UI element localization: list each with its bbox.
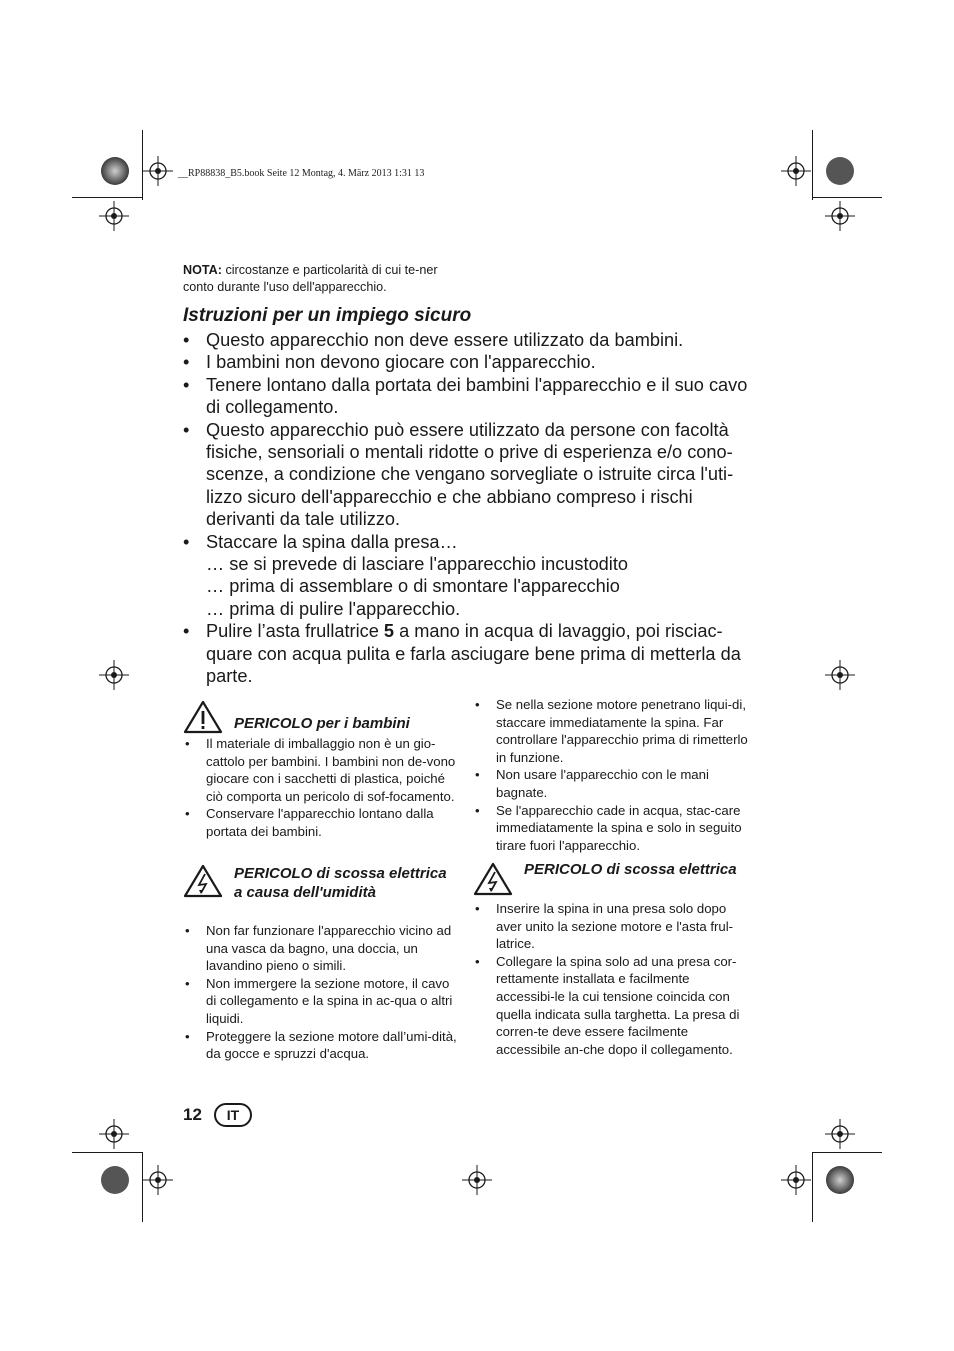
list-item: • Se nella sezione motore penetrano liqui-di, staccare immediatamente la spina. Far controllare l'apparecchio prima di rimetterlo in funzione. xyxy=(475,697,748,765)
list-item: • Il materiale di imballaggio non è un gio-cattolo per bambini. I bambini non de-vono giocare con i sacchetti di plastica, poiché ciò comporta un pericolo di sof-focamento. xyxy=(185,736,456,804)
list-item: • Pulire l’asta frullatrice 5 a mano in acqua di lavaggio, poi risciac-quare con acqua pulita e farla asciugare bene prima di metterla da parte. xyxy=(183,621,741,687)
electric-shock-icon xyxy=(473,862,513,901)
crop-line xyxy=(72,197,142,198)
right-safety-list xyxy=(473,696,750,854)
electric-shock-icon xyxy=(183,864,223,903)
registration-mark-icon xyxy=(825,1119,855,1149)
note-text: circostanze e particolarità di cui te-ner conto durante l'uso dell'apparecchio. xyxy=(183,263,438,294)
warning-electric-title: PERICOLO di scossa elettrica xyxy=(524,861,737,878)
section-heading: Istruzioni per un impiego sicuro xyxy=(183,305,472,326)
warning-humidity-list xyxy=(183,922,458,1063)
color-wheel-icon xyxy=(100,1165,130,1195)
list-item: • Inserire la spina in una presa solo dopo aver unito la sezione motore e l'asta frul-latrice. xyxy=(475,901,734,952)
crop-line xyxy=(812,130,813,200)
registration-mark-icon xyxy=(99,1119,129,1149)
sub-item: … prima di assemblare o di smontare l'apparecchio xyxy=(206,576,620,597)
main-bullet-list xyxy=(183,329,763,688)
note-paragraph xyxy=(183,262,468,296)
list-item: • Collegare la spina solo ad una presa cor-rettamente installata e facilmente accessibi-le la cui tensione coincida con quella indicata sulla targhetta. La presa di corren-te deve essere facilmente accessibile an-che dopo il collegamento. xyxy=(475,953,740,1057)
print-header: __RP88838_B5.book Seite 12 Montag, 4. März 2013 1:31 13 xyxy=(178,168,425,179)
crop-line xyxy=(812,1152,882,1153)
list-item: • Tenere lontano dalla portata dei bambini l'apparecchio e il suo cavo di collegamento. xyxy=(183,374,748,418)
part-number: 5 xyxy=(383,621,395,642)
crop-line xyxy=(812,197,882,198)
list-item: • Non immergere la sezione motore, il cavo di collegamento e la spina in ac-qua o altri liquidi. xyxy=(185,975,453,1026)
registration-mark-icon xyxy=(781,156,811,186)
crop-line xyxy=(812,1152,813,1222)
registration-mark-icon xyxy=(99,660,129,690)
language-badge: IT xyxy=(214,1103,252,1127)
color-wheel-icon xyxy=(825,156,855,186)
registration-mark-icon xyxy=(825,660,855,690)
warning-children-list xyxy=(183,735,458,841)
color-wheel-icon xyxy=(100,156,130,186)
list-item: • Questo apparecchio non deve essere utilizzato da bambini. xyxy=(183,330,684,350)
warning-humidity-title: PERICOLO di scossa elettrica a causa dell'umidità xyxy=(234,865,447,901)
sub-item: … prima di pulire l'apparecchio. xyxy=(206,598,461,619)
list-item: • Conservare l'apparecchio lontano dalla portata dei bambini. xyxy=(185,806,434,839)
warning-triangle-icon xyxy=(183,700,223,739)
list-item: • I bambini non devono giocare con l'apparecchio. xyxy=(183,352,596,373)
registration-mark-icon xyxy=(99,201,129,231)
page-number: 12 xyxy=(183,1105,202,1124)
registration-mark-icon xyxy=(825,201,855,231)
color-wheel-icon xyxy=(825,1165,855,1195)
list-item: • Se l'apparecchio cade in acqua, stac-care immediatamente la spina e solo in seguito tirare fuori l'apparecchio. xyxy=(475,802,742,853)
list-item: • Staccare la spina dalla presa… xyxy=(183,531,458,552)
warning-children-title: PERICOLO per i bambini xyxy=(234,715,410,732)
registration-mark-icon xyxy=(143,156,173,186)
registration-mark-icon xyxy=(781,1165,811,1195)
registration-mark-icon xyxy=(143,1165,173,1195)
sub-item: … se si prevede di lasciare l'apparecchio incustodito xyxy=(206,554,629,575)
list-item: • Non far funzionare l'apparecchio vicino ad una vasca da bagno, una doccia, un lavandino pieno o simili. xyxy=(185,923,452,974)
note-label: NOTA: xyxy=(183,263,222,277)
warning-electric-list xyxy=(473,900,750,1058)
list-item: • Questo apparecchio può essere utilizzato da persone con facoltà fisiche, sensoriali o mentali ridotte o prive di esperienza e/o cono-scenze, a condizione che vengano sorvegliate o istruite circa l'uti-lizzo sicuro dell'apparecchio e che abbiano compreso i rischi derivanti da tale utilizzo. xyxy=(183,419,734,530)
crop-line xyxy=(72,1152,142,1153)
list-item: • Proteggere la sezione motore dall’umi-dità, da gocce e spruzzi d'acqua. xyxy=(185,1028,457,1062)
registration-mark-icon xyxy=(462,1165,492,1195)
list-item: • Non usare l'apparecchio con le mani bagnate. xyxy=(475,767,709,800)
